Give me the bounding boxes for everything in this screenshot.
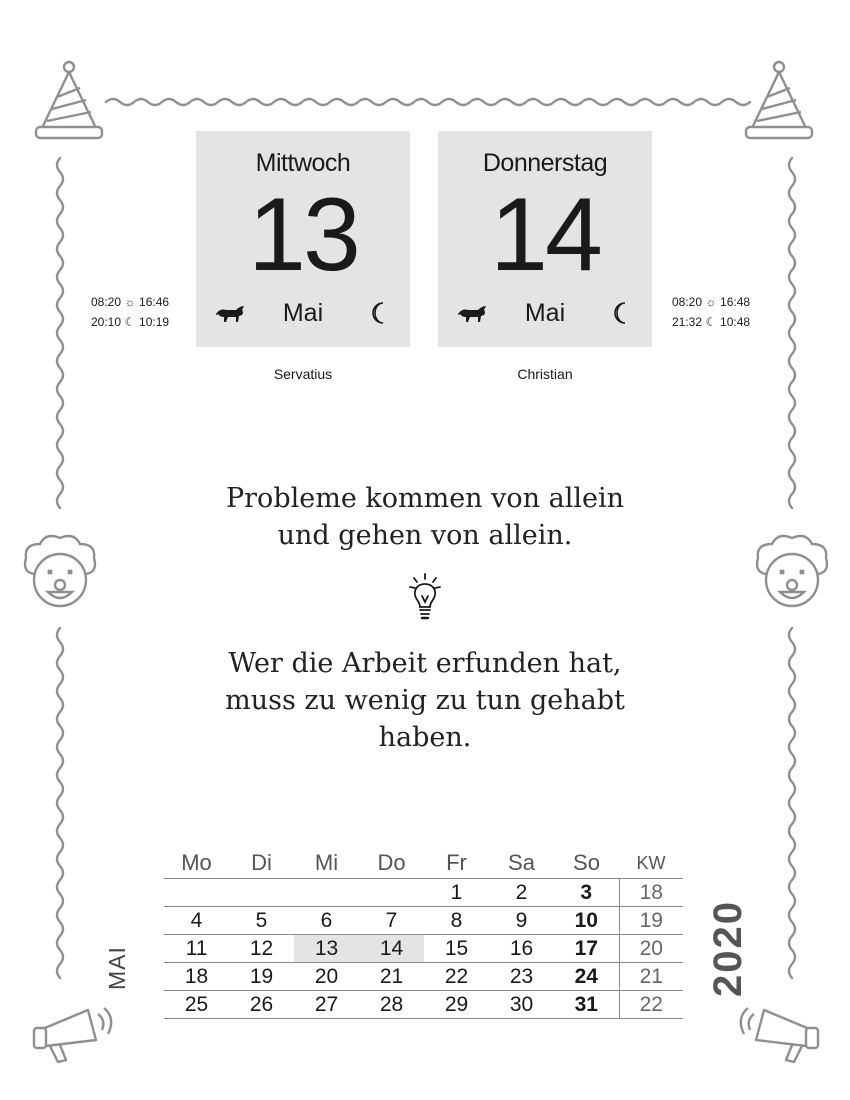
calendar-week-number: 18 bbox=[619, 879, 683, 907]
nameday-wednesday: Servatius bbox=[273, 366, 333, 382]
calendar-header: Di bbox=[251, 850, 272, 875]
calendar-day bbox=[164, 879, 229, 907]
calendar-day: 27 bbox=[294, 991, 359, 1019]
sunset-time: 16:48 bbox=[720, 295, 751, 309]
taurus-bull-icon bbox=[456, 304, 488, 324]
calendar-week-number: 22 bbox=[619, 991, 683, 1019]
quote-line: Probleme kommen von allein bbox=[225, 483, 624, 514]
month-vertical-label: MAI bbox=[104, 946, 130, 990]
calendar-week-number: 21 bbox=[619, 963, 683, 991]
calendar-header-row bbox=[164, 848, 683, 879]
calendar-header-kw: KW bbox=[636, 852, 666, 873]
calendar-day: 9 bbox=[489, 907, 554, 935]
calendar-header: Mi bbox=[314, 850, 339, 875]
wavy-border-right-lower bbox=[789, 628, 795, 978]
sun-icon: ☼ bbox=[124, 295, 136, 309]
calendar-week-row bbox=[164, 879, 683, 907]
quote-1 bbox=[150, 480, 700, 554]
calendar-week-number: 20 bbox=[619, 935, 683, 963]
calendar-day: 5 bbox=[229, 907, 294, 935]
calendar-day: 1 bbox=[424, 879, 489, 907]
nameday-thursday: Christian bbox=[517, 366, 573, 382]
quote-line: muss zu wenig zu tun gehabt bbox=[225, 685, 625, 716]
calendar-day: 28 bbox=[359, 991, 424, 1019]
month-label: Mai bbox=[524, 299, 566, 327]
calendar-day bbox=[359, 879, 424, 907]
moonset-time: 10:48 bbox=[720, 315, 751, 329]
calendar-day: 23 bbox=[489, 963, 554, 991]
crescent-moon-icon bbox=[612, 301, 630, 325]
calendar-day: 11 bbox=[164, 935, 229, 963]
calendar-day: 2 bbox=[489, 879, 554, 907]
megaphone-icon bbox=[34, 1008, 111, 1062]
moon-icon: ☾ bbox=[124, 315, 136, 329]
moonrise-time: 20:10 bbox=[91, 315, 122, 329]
quote-2 bbox=[150, 645, 700, 756]
sun-moon-times-right bbox=[672, 292, 750, 332]
party-hat-icon bbox=[746, 62, 812, 138]
calendar-week-number: 19 bbox=[619, 907, 683, 935]
calendar-day-sunday: 3 bbox=[554, 879, 619, 907]
taurus-bull-icon bbox=[214, 304, 246, 324]
megaphone-icon bbox=[741, 1008, 818, 1062]
day-card-thursday bbox=[438, 131, 652, 347]
calendar-day: 8 bbox=[424, 907, 489, 935]
month-calendar bbox=[164, 848, 683, 1019]
calendar-week-row bbox=[164, 935, 683, 963]
sun-icon: ☼ bbox=[705, 295, 717, 309]
calendar-day: 22 bbox=[424, 963, 489, 991]
calendar-header: Sa bbox=[508, 850, 535, 875]
calendar-day bbox=[294, 879, 359, 907]
quote-line: haben. bbox=[378, 722, 472, 753]
weekday-label: Mittwoch bbox=[255, 149, 351, 177]
calendar-week-row bbox=[164, 907, 683, 935]
calendar-day: 6 bbox=[294, 907, 359, 935]
calendar-header: So bbox=[573, 850, 600, 875]
lightbulb-icon bbox=[408, 572, 442, 622]
calendar-day: 20 bbox=[294, 963, 359, 991]
calendar-day: 21 bbox=[359, 963, 424, 991]
crescent-moon-icon bbox=[370, 301, 388, 325]
calendar-day: 15 bbox=[424, 935, 489, 963]
calendar-day: 12 bbox=[229, 935, 294, 963]
day-number: 13 bbox=[248, 177, 358, 293]
calendar-day: 26 bbox=[229, 991, 294, 1019]
sunrise-time: 08:20 bbox=[91, 295, 122, 309]
moonset-time: 10:19 bbox=[139, 315, 170, 329]
calendar-day bbox=[229, 879, 294, 907]
sun-moon-times-left bbox=[91, 292, 169, 332]
quote-line: und gehen von allein. bbox=[277, 520, 573, 551]
calendar-header: Do bbox=[377, 850, 406, 875]
calendar-day: 4 bbox=[164, 907, 229, 935]
moonrise-time: 21:32 bbox=[672, 315, 703, 329]
calendar-day: 19 bbox=[229, 963, 294, 991]
calendar-day: 16 bbox=[489, 935, 554, 963]
clown-face-icon bbox=[757, 536, 827, 606]
party-hat-icon bbox=[36, 62, 102, 138]
weekday-label: Donnerstag bbox=[482, 149, 608, 177]
calendar-day-sunday: 10 bbox=[554, 907, 619, 935]
wavy-border-left-lower bbox=[57, 628, 63, 978]
quote-line: Wer die Arbeit erfunden hat, bbox=[228, 648, 622, 679]
wavy-border-right-upper bbox=[789, 158, 795, 508]
sunrise-time: 08:20 bbox=[672, 295, 703, 309]
moon-icon: ☾ bbox=[705, 315, 717, 329]
calendar-header: Mo bbox=[181, 850, 212, 875]
calendar-day: 25 bbox=[164, 991, 229, 1019]
calendar-day-sunday: 17 bbox=[554, 935, 619, 963]
clown-face-icon bbox=[25, 536, 95, 606]
month-label: Mai bbox=[282, 299, 324, 327]
sunset-time: 16:46 bbox=[139, 295, 170, 309]
day-card-wednesday bbox=[196, 131, 410, 347]
year-vertical-label: 2020 bbox=[706, 900, 750, 997]
calendar-header: Fr bbox=[446, 850, 467, 875]
calendar-day-highlighted: 14 bbox=[359, 935, 424, 963]
calendar-day: 29 bbox=[424, 991, 489, 1019]
calendar-day: 18 bbox=[164, 963, 229, 991]
calendar-week-row bbox=[164, 991, 683, 1019]
calendar-day-sunday: 31 bbox=[554, 991, 619, 1019]
calendar-day-highlighted: 13 bbox=[294, 935, 359, 963]
calendar-week-row bbox=[164, 963, 683, 991]
day-number: 14 bbox=[490, 177, 600, 293]
calendar-day-sunday: 24 bbox=[554, 963, 619, 991]
wavy-border-left-upper bbox=[57, 158, 63, 508]
calendar-day: 30 bbox=[489, 991, 554, 1019]
calendar-day: 7 bbox=[359, 907, 424, 935]
wavy-border-top bbox=[106, 99, 750, 105]
